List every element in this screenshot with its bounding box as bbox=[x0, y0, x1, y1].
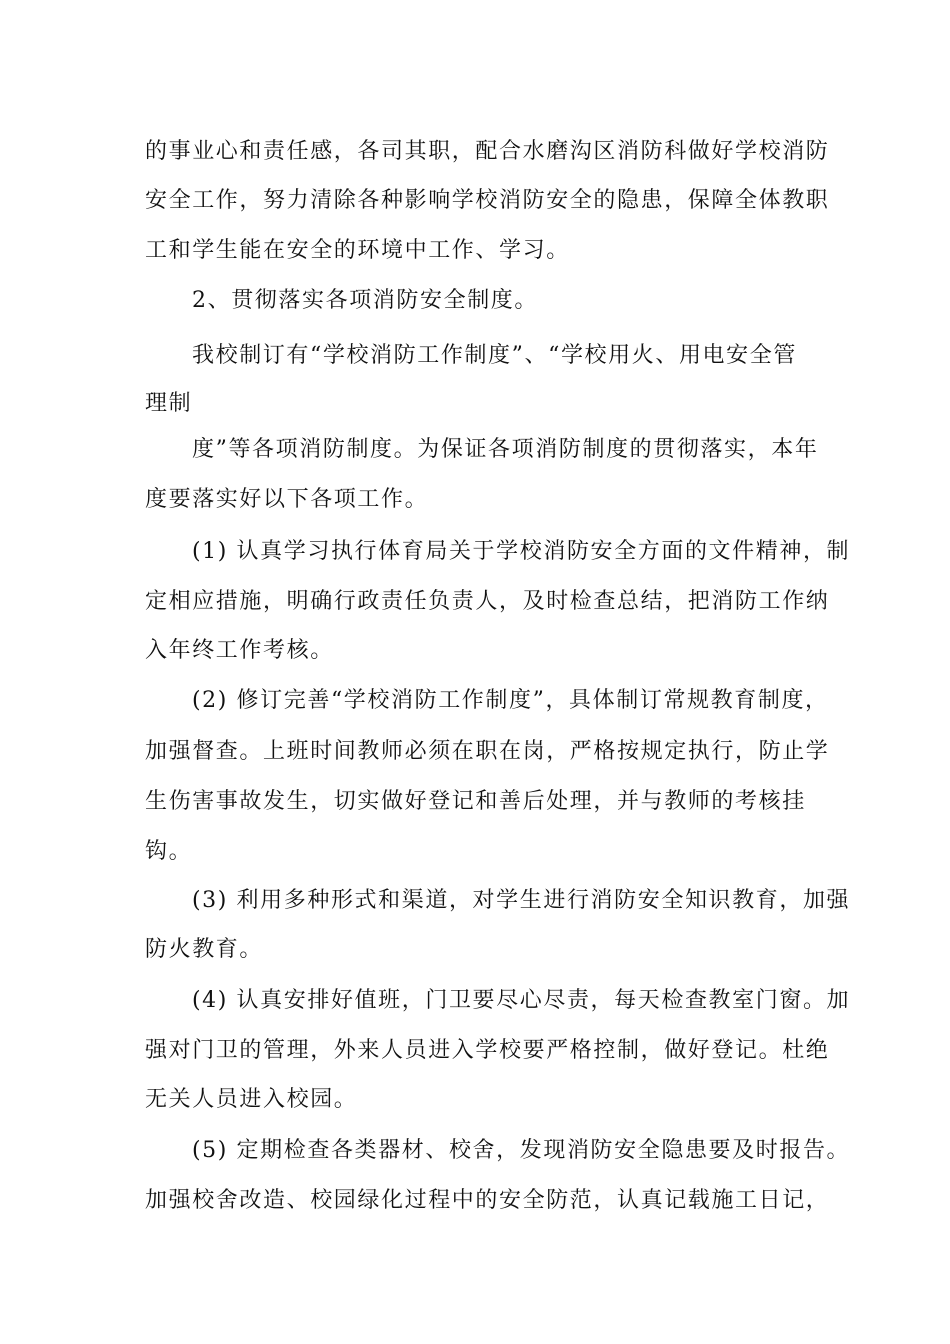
text-line: 加强校舍改造、校园绿化过程中的安全防范，认真记载施工日记， bbox=[145, 1188, 830, 1213]
section-heading: 2、贯彻落实各项消防安全制度。 bbox=[192, 288, 538, 313]
text-line: 强对门卫的管理，外来人员进入学校要严格控制，做好登记。杜绝 bbox=[145, 1038, 830, 1063]
text-line: 钩。 bbox=[145, 839, 193, 864]
text-line: 无关人员进入校园。 bbox=[145, 1087, 358, 1112]
text-line: 度”等各项消防制度。为保证各项消防制度的贯彻落实，本年 bbox=[192, 437, 819, 462]
list-item-text: (1) 认真学习执行体育局关于学校消防安全方面的文件精神，制 bbox=[192, 539, 851, 564]
text-line: 的事业心和责任感，各司其职，配合水磨沟区消防科做好学校消防 bbox=[145, 139, 830, 164]
list-item-text: (5) 定期检查各类器材、校舍，发现消防安全隐患要及时报告。 bbox=[192, 1138, 851, 1163]
text-line: 加强督查。上班时间教师必须在职在岗，严格按规定执行，防止学 bbox=[145, 739, 830, 764]
list-item-text: (3) 利用多种形式和渠道，对学生进行消防安全知识教育，加强 bbox=[192, 888, 851, 913]
text-line: 安全工作，努力清除各种影响学校消防安全的隐患，保障全体教职 bbox=[145, 188, 830, 213]
text-line: 我校制订有“学校消防工作制度”、“学校用火、用电安全管理制 bbox=[145, 343, 797, 416]
list-item-text: (2) 修订完善“学校消防工作制度”，具体制订常规教育制度， bbox=[192, 688, 829, 713]
text-line: 生伤害事故发生，切实做好登记和善后处理，并与教师的考核挂 bbox=[145, 789, 806, 814]
text-line: 入年终工作考核。 bbox=[145, 638, 334, 663]
text-line: 定相应措施，明确行政责任负责人，及时检查总结，把消防工作纳 bbox=[145, 589, 830, 614]
text-line: 度要落实好以下各项工作。 bbox=[145, 487, 429, 512]
text-line: 工和学生能在安全的环境中工作、学习。 bbox=[145, 238, 570, 263]
list-item-text: (4) 认真安排好值班，门卫要尽心尽责，每天检查教室门窗。加 bbox=[192, 988, 851, 1013]
text-line: 防火教育。 bbox=[145, 937, 264, 962]
